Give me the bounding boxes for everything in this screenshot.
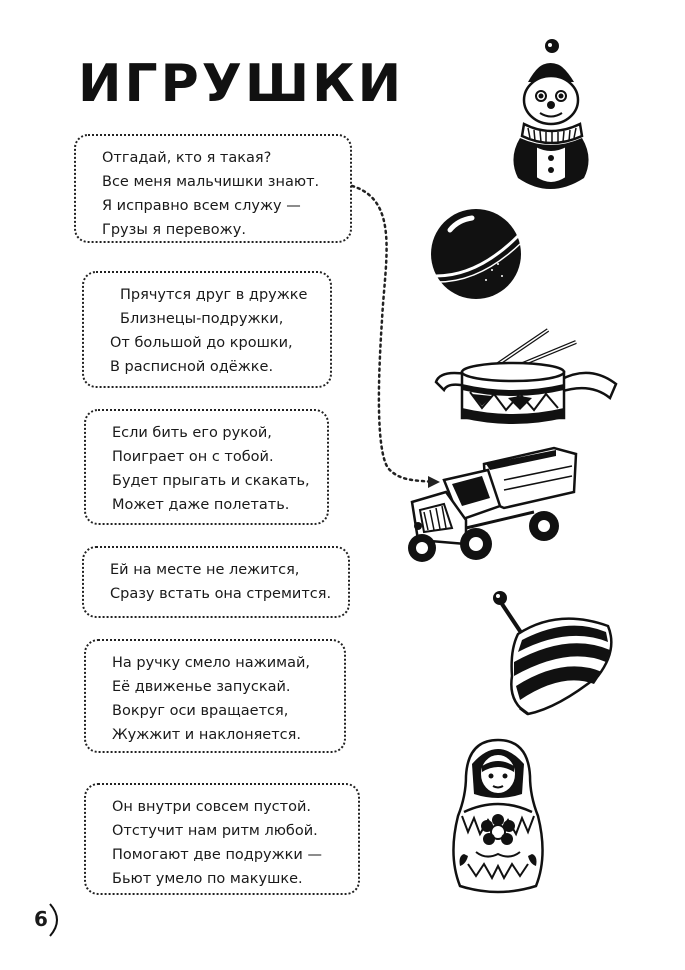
riddle-line: На ручку смело нажимай, [112, 655, 310, 671]
riddle-line: От большой до крошки, [110, 335, 293, 351]
spinning-top-icon [488, 590, 618, 720]
page-number: 6 [34, 907, 48, 931]
riddle-line: Вокруг оси вращается, [112, 703, 289, 719]
riddle-line: В расписной одёжке. [110, 359, 274, 375]
matryoshka-icon [446, 736, 550, 896]
riddle-line: Сразу встать она стремится. [110, 586, 332, 602]
riddle-line: Будет прыгать и скакать, [112, 473, 310, 489]
riddle-line: Прячутся друг в дружке [120, 287, 308, 303]
page-title: ИГРУШКИ [78, 54, 405, 114]
riddle-line: Он внутри совсем пустой. [112, 799, 312, 815]
riddle-line: Если бить его рукой, [112, 425, 272, 441]
riddle-line: Жужжит и наклоняется. [112, 727, 301, 743]
roly-poly-doll-icon [500, 38, 600, 198]
riddle-line: Может даже полетать. [112, 497, 290, 513]
riddle-line: Я исправно всем служу — [102, 198, 301, 214]
riddle-line: Отгадай, кто я такая? [102, 150, 272, 166]
riddle-line: Ей на месте не лежится, [110, 562, 300, 578]
riddle-line: Все меня мальчишки знают. [102, 174, 320, 190]
riddle-line: Поиграет он с тобой. [112, 449, 274, 465]
riddle-line: Помогают две подружки — [112, 847, 322, 863]
riddle-line: Отстучит нам ритм любой. [112, 823, 318, 839]
drum-icon [430, 326, 620, 426]
riddle-line: Грузы я перевожу. [102, 222, 246, 238]
riddle-line: Её движенье запускай. [112, 679, 291, 695]
ball-icon [428, 206, 524, 302]
truck-icon [404, 440, 584, 564]
riddle-line: Бьют умело по макушке. [112, 871, 303, 887]
riddle-line: Близнецы-подружки, [120, 311, 284, 327]
